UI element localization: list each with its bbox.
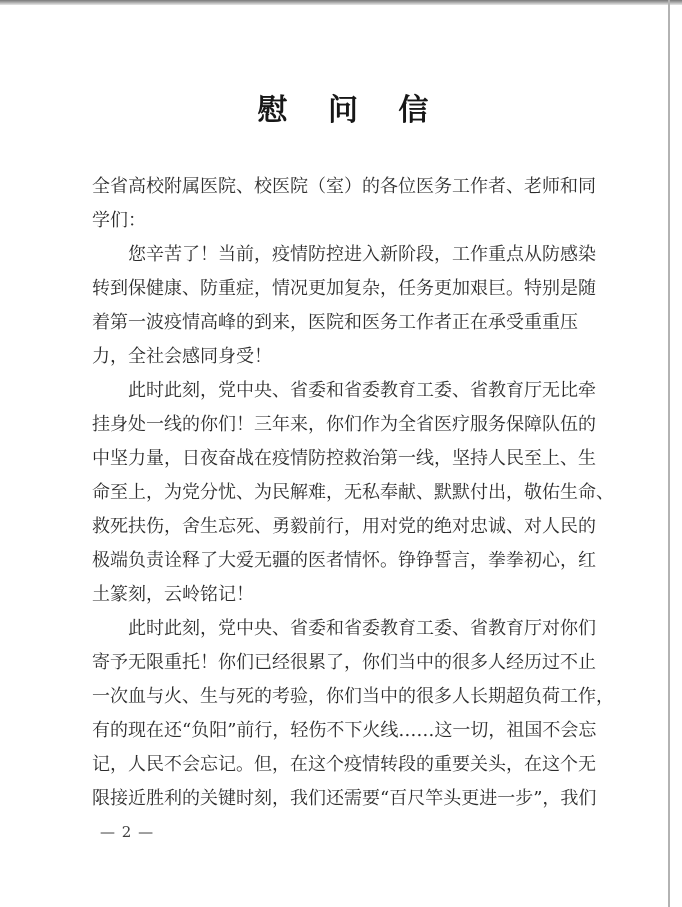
text-line: 土篆刻，云岭铭记！ bbox=[92, 584, 254, 605]
page-number: — 2 — bbox=[100, 823, 155, 841]
letter-body bbox=[92, 170, 614, 816]
text-line: 有的现在还“负阳”前行，轻伤不下火线……这一切，祖国不会忘 bbox=[92, 720, 597, 741]
text-line: 转到保健康、防重症，情况更加复杂，任务更加艰巨。特别是随 bbox=[92, 278, 596, 299]
text-line: 您辛苦了！当前，疫情防控进入新阶段，工作重点从防感染 bbox=[128, 244, 596, 265]
text-line: 力，全社会感同身受！ bbox=[92, 346, 272, 367]
text-line: 挂身处一线的你们！三年来，你们作为全省医疗服务保障队伍的 bbox=[92, 414, 596, 435]
text-line: 此时此刻，党中央、省委和省委教育工委、省教育厅对你们 bbox=[128, 618, 596, 639]
text-line: 记，人民不会忘记。但，在这个疫情转段的重要关头，在这个无 bbox=[92, 754, 596, 775]
letter-title: 慰 问 信 bbox=[257, 93, 431, 128]
text-line: 极端负责诠释了大爱无疆的医者情怀。铮铮誓言，拳拳初心，红 bbox=[92, 550, 596, 571]
text-line: 救死扶伤，舍生忘死、勇毅前行，用对党的绝对忠诚、对人民的 bbox=[92, 516, 596, 537]
text-line: 命至上，为党分忧、为民解难，无私奉献、默默付出，敬佑生命、 bbox=[92, 482, 614, 503]
page-fold-line bbox=[668, 0, 670, 907]
text-line: 全省高校附属医院、校医院（室）的各位医务工作者、老师和同 bbox=[92, 176, 596, 197]
text-line: 此时此刻，党中央、省委和省委教育工委、省教育厅无比牵 bbox=[128, 380, 596, 401]
text-line: 学们： bbox=[92, 210, 146, 231]
text-line: 着第一波疫情高峰的到来，医院和医务工作者正在承受重重压 bbox=[92, 312, 578, 333]
letter-content bbox=[92, 0, 614, 842]
text-line: 寄予无限重托！你们已经很累了，你们当中的很多人经历过不止 bbox=[92, 652, 596, 673]
text-line: 中坚力量，日夜奋战在疫情防控救治第一线，坚持人民至上、生 bbox=[92, 448, 596, 469]
text-line: 限接近胜利的关键时刻，我们还需要“百尺竿头更进一步”，我们 bbox=[92, 788, 597, 809]
text-line: 一次血与火、生与死的考验，你们当中的很多人长期超负荷工作， bbox=[92, 686, 614, 707]
